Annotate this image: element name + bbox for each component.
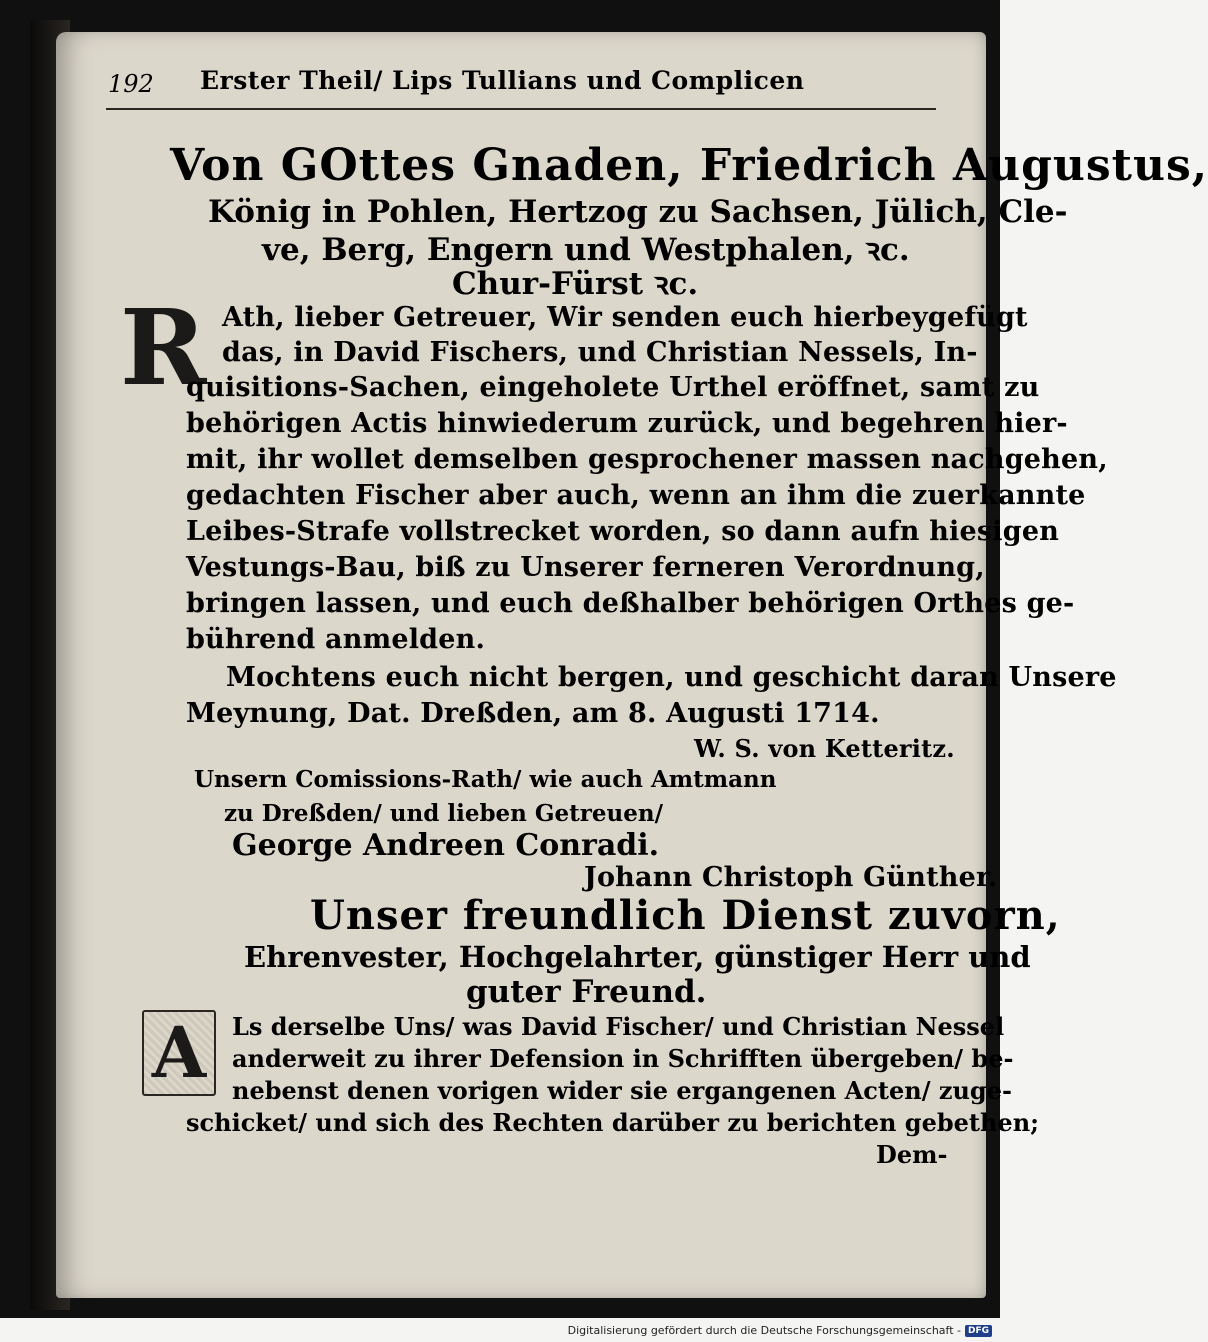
letter-dropcap: A [142,1010,216,1096]
catchword: Dem- [876,1140,948,1169]
decree-title-line2: König in Pohlen, Hertzog zu Sachsen, Jülich, Cle- [208,194,1068,230]
decree-line: Leibes-Strafe vollstrecket worden, so dann aufn hiesigen [186,516,1060,547]
footer-text: Digitalisierung gefördert durch die Deutsche Forschungsgemeinschaft - [567,1324,961,1337]
decree-line: das, in David Fischers, und Christian Nessels, In- [222,337,978,368]
footer-credit [568,1324,992,1337]
decree-line: Meynung, Dat. Dreßden, am 8. Augusti 1714. [186,698,880,729]
dfg-logo: DFG [965,1325,992,1337]
running-title: Erster Theil/ Lips Tullians und Complicen [200,66,805,95]
address-line1: Unsern Comissions-Rath/ wie auch Amtmann [194,766,777,793]
decree-line: Vestungs-Bau, biß zu Unserer ferneren Verordnung, [186,552,985,583]
letter-title-line2: Ehrenvester, Hochgelahrter, günstiger Herr und [244,940,1031,974]
page-number: 192 [108,70,154,98]
letter-line: anderweit zu ihrer Defension in Schrifften übergeben/ be- [232,1044,1014,1073]
address-name: George Andreen Conradi. [232,828,660,863]
decree-line: gedachten Fischer aber auch, wenn an ihm die zuerkannte [186,480,1086,511]
address-line2: zu Dreßden/ und lieben Getreuen/ [224,800,664,827]
decree-title-line1: Von GOttes Gnaden, Friedrich Augustus, [170,140,1208,191]
decree-signature: W. S. von Ketteritz. [694,734,955,763]
decree-line: bringen lassen, und euch deßhalber behörigen Orthes ge- [186,588,1075,619]
letter-line: Ls derselbe Uns/ was David Fischer/ und Christian Nessel [232,1012,1005,1041]
decree-line: quisitions-Sachen, eingeholete Urthel eröffnet, samt zu [186,372,1040,403]
decree-line: mit, ihr wollet demselben gesprochener massen nachgehen, [186,444,1108,475]
letter-title-line3: guter Freund. [466,974,707,1010]
decree-title-line4: Chur-Fürst ꝛc. [452,266,699,302]
letter-line: nebenst denen vorigen wider sie ergangenen Acten/ zuge- [232,1076,1012,1105]
undersigned: Johann Christoph Günther. [584,862,998,893]
decree-line: Ath, lieber Getreuer, Wir senden euch hierbeygefügt [222,302,1028,333]
header-rule [106,108,936,110]
decree-line: behörigen Actis hinwiederum zurück, und begehren hier- [186,408,1068,439]
letter-title-line1: Unser freundlich Dienst zuvorn, [310,892,1061,939]
decree-dropcap: R [120,286,207,409]
decree-title-line3: ve, Berg, Engern und Westphalen, ꝛc. [262,232,910,268]
letter-line: schicket/ und sich des Rechten darüber zu berichten gebethen; [186,1108,1040,1137]
decree-line: Mochtens euch nicht bergen, und geschicht daran Unsere [226,662,1117,693]
decree-line: bührend anmelden. [186,624,486,655]
